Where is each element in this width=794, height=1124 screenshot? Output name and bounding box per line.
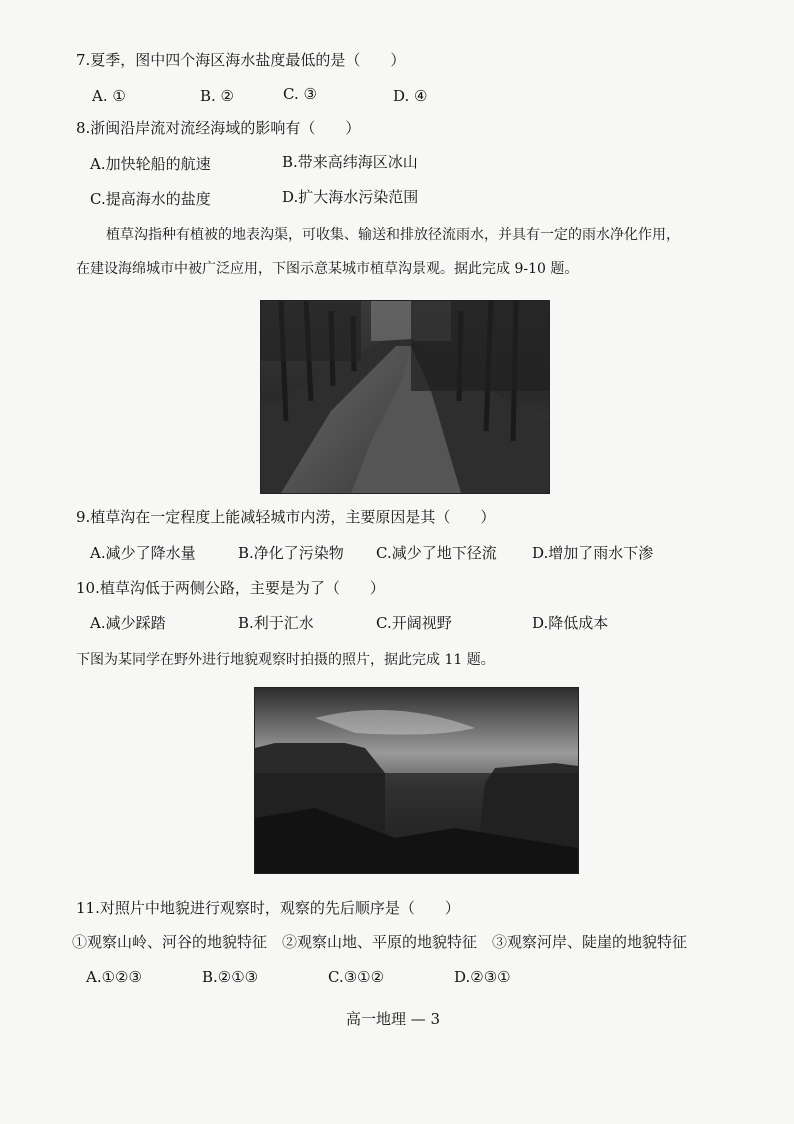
question-7-option-b: B. ② (200, 87, 235, 105)
question-10-option-d: D.降低成本 (532, 614, 609, 632)
question-11-option-a: A.①②③ (86, 968, 142, 986)
question-10-option-b: B.利于汇水 (238, 614, 314, 632)
question-8-option-a: A.加快轮船的航速 (90, 155, 211, 173)
question-8-option-d: D.扩大海水污染范围 (282, 188, 419, 206)
question-9-option-c: C.减少了地下径流 (376, 544, 497, 562)
question-11-option-b: B.②①③ (202, 968, 259, 986)
question-7-option-c: C. ③ (283, 85, 317, 103)
question-7-option-a: A. ① (92, 87, 126, 105)
question-10-option-c: C.开阔视野 (376, 614, 452, 632)
question-8-stem: 8.浙闽沿岸流对流经海域的影响有（ ） (76, 119, 361, 137)
grass-swale-photo (260, 300, 550, 494)
question-10-option-a: A.减少踩踏 (90, 614, 166, 632)
question-11-stem: 11.对照片中地貌进行观察时，观察的先后顺序是（ ） (76, 899, 460, 917)
question-9-option-a: A.减少了降水量 (90, 544, 196, 562)
question-9-option-b: B.净化了污染物 (238, 544, 344, 562)
question-11-option-d: D.②③① (454, 968, 511, 986)
question-9-option-d: D.增加了雨水下渗 (532, 544, 654, 562)
question-9-stem: 9.植草沟在一定程度上能减轻城市内涝，主要原因是其（ ） (76, 508, 496, 526)
question-7-option-d: D. ④ (393, 87, 428, 105)
passage-1-line-1: 植草沟指种有植被的地表沟渠，可收集、输送和排放径流雨水，并具有一定的雨水净化作用， (106, 227, 680, 243)
question-11-items: ①观察山岭、河谷的地貌特征 ②观察山地、平原的地貌特征 ③观察河岸、陡崖的地貌特征 (72, 933, 688, 951)
passage-1-line-2: 在建设海绵城市中被广泛应用，下图示意某城市植草沟景观。据此完成 9-10 题。 (76, 261, 579, 277)
passage-2-line-1: 下图为某同学在野外进行地貌观察时拍摄的照片，据此完成 11 题。 (76, 652, 495, 668)
question-8-option-c: C.提高海水的盐度 (90, 190, 211, 208)
question-7-stem: 7.夏季，图中四个海区海水盐度最低的是（ ） (76, 51, 406, 69)
page-footer: 高一地理 — 3 (346, 1010, 441, 1028)
question-11-option-c: C.③①② (328, 968, 385, 986)
question-10-stem: 10.植草沟低于两侧公路，主要是为了（ ） (76, 579, 385, 597)
landform-photo (254, 687, 579, 874)
question-8-option-b: B.带来高纬海区冰山 (282, 153, 418, 171)
